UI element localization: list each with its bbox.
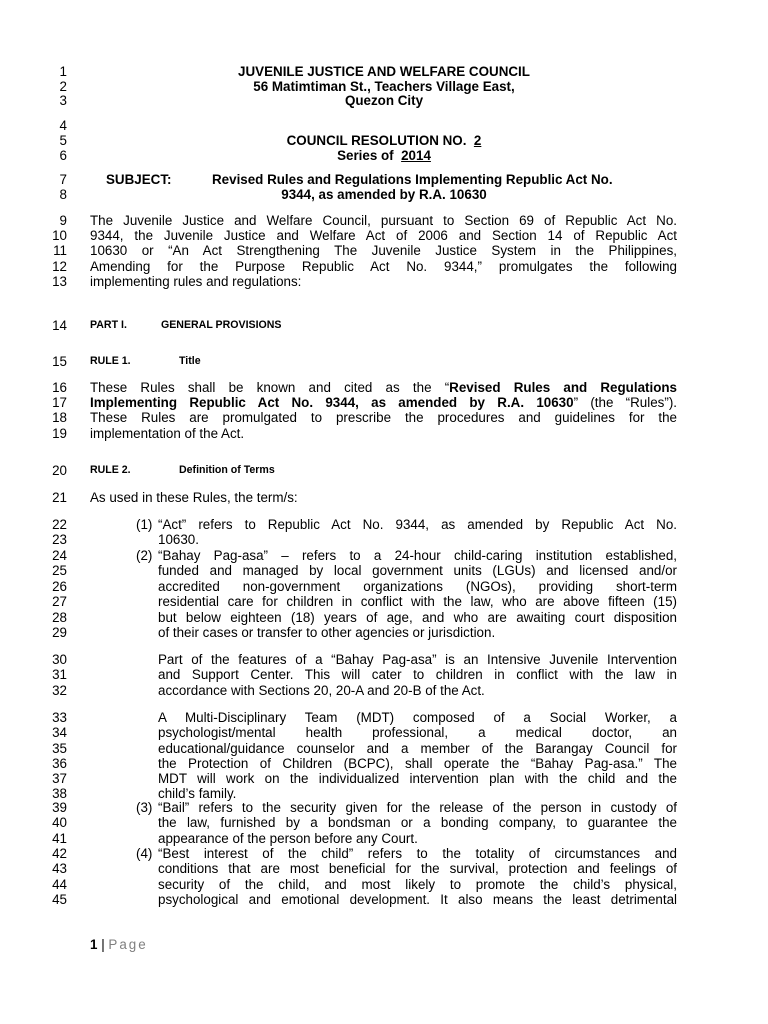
definition-text: and Support Center. This will cater to children in conflict with the law in <box>158 667 677 682</box>
rule-label: RULE 2. <box>90 464 131 476</box>
line-44 <box>0 877 768 892</box>
rule1-text <box>90 395 677 410</box>
line-18 <box>0 410 768 425</box>
line-33 <box>0 710 768 725</box>
line-7 <box>0 172 768 187</box>
line-24 <box>0 548 768 563</box>
line-number: 30 <box>52 652 67 667</box>
line-number: 2 <box>59 79 67 94</box>
line-number: 27 <box>52 594 67 609</box>
rule-title: Definition of Terms <box>179 464 275 476</box>
line-number: 32 <box>52 683 67 698</box>
line-10 <box>0 228 768 243</box>
line-number: 21 <box>52 490 67 505</box>
definition-text: educational/guidance counselor and a member of the Barangay Council for <box>158 741 677 756</box>
line-12 <box>0 259 768 274</box>
line-number: 3 <box>59 93 67 108</box>
preamble-text: 9344, the Juvenile Justice and Welfare Act of 2006 and Section 14 of Republic Act <box>90 228 677 243</box>
series-label: Series of <box>337 148 394 163</box>
definition-text: “Bail” refers to the security given for the release of the person in custody of <box>158 800 677 815</box>
line-number: 11 <box>53 243 67 258</box>
line-number: 25 <box>52 563 67 578</box>
line-28 <box>0 610 768 625</box>
line-number: 17 <box>52 395 67 410</box>
list-marker: (3) <box>136 800 153 815</box>
page-number: 1 <box>90 937 98 952</box>
definition-text: residential care for children in conflict with the law, who are above fifteen (15) <box>158 594 677 609</box>
line-number: 23 <box>52 532 67 547</box>
line-number: 26 <box>52 579 67 594</box>
line-38 <box>0 786 768 801</box>
rule1-text: implementation of the Act. <box>90 426 245 441</box>
preamble-text: The Juvenile Justice and Welfare Council, pursuant to Section 69 of Republic Act No. <box>90 213 677 228</box>
line-number: 42 <box>52 846 67 861</box>
preamble-text: Amending for the Purpose Republic Act No. 9344,” promulgates the following <box>90 259 677 274</box>
line-23 <box>0 532 768 547</box>
rules-title-bold: Implementing Republic Act No. 9344, as amended by R.A. 10630 <box>90 395 574 410</box>
line-30 <box>0 652 768 667</box>
footer-separator: | <box>101 937 105 952</box>
definition-text: psychologist/mental health professional, a medical doctor, an <box>158 725 677 740</box>
definition-text: MDT will work on the individualized intervention plan with the child and the <box>158 771 677 786</box>
rule1-text-plain: These Rules shall be known and cited as the “ <box>90 380 450 395</box>
line-number: 39 <box>52 800 67 815</box>
line-4 <box>0 118 768 133</box>
org-address: 56 Matimtiman St., Teachers Village East, <box>253 79 515 94</box>
page-word: Page <box>108 937 148 952</box>
line-number: 22 <box>52 517 67 532</box>
line-9 <box>0 213 768 228</box>
line-42 <box>0 846 768 861</box>
series <box>0 148 768 163</box>
definition-text: the Protection of Children (BCPC), shall operate the “Bahay Pag-asa.” The <box>158 756 677 771</box>
line-number: 13 <box>52 274 67 289</box>
line-number: 4 <box>59 118 67 133</box>
line-number: 24 <box>52 548 67 563</box>
line-number: 35 <box>52 741 67 756</box>
line-number: 41 <box>52 831 67 846</box>
line-number: 28 <box>52 610 67 625</box>
definition-text: of their cases or transfer to other agencies or jurisdiction. <box>158 625 496 640</box>
line-31 <box>0 667 768 682</box>
line-15 <box>0 354 768 369</box>
line-17 <box>0 395 768 410</box>
subject-line-2: 9344, as amended by R.A. 10630 <box>281 187 487 202</box>
line-number: 37 <box>52 771 67 786</box>
line-35 <box>0 741 768 756</box>
line-45 <box>0 892 768 907</box>
line-13 <box>0 274 768 289</box>
line-5 <box>0 133 768 148</box>
line-number: 44 <box>52 877 67 892</box>
definition-text: conditions that are most beneficial for the survival, protection and feelings of <box>158 861 677 876</box>
preamble-text: 10630 or “An Act Strengthening The Juvenile Justice System in the Philippines, <box>90 243 677 258</box>
definition-text: funded and managed by local government units (LGUs) and licensed and/or <box>158 563 677 578</box>
definition-text: “Act” refers to Republic Act No. 9344, as amended by Republic Act No. <box>158 517 677 532</box>
line-number: 31 <box>52 667 67 682</box>
line-19 <box>0 426 768 441</box>
line-39 <box>0 800 768 815</box>
line-21 <box>0 490 768 505</box>
preamble-text: implementing rules and regulations: <box>90 274 302 289</box>
part-title: GENERAL PROVISIONS <box>161 319 282 331</box>
line-8 <box>0 187 768 202</box>
definition-text: the law, furnished by a bondsman or a bonding company, to guarantee the <box>158 815 677 830</box>
line-25 <box>0 563 768 578</box>
list-marker: (1) <box>136 517 153 532</box>
line-2 <box>0 79 768 94</box>
line-number: 36 <box>52 756 67 771</box>
line-14 <box>0 318 768 333</box>
definition-text: 10630. <box>158 532 199 547</box>
line-32 <box>0 683 768 698</box>
definition-text: psychological and emotional development. It also means the least detrimental <box>158 892 677 907</box>
line-number: 7 <box>59 172 67 187</box>
line-number: 6 <box>59 148 67 163</box>
definition-text: A Multi-Disciplinary Team (MDT) composed of a Social Worker, a <box>158 710 677 725</box>
line-number: 15 <box>52 354 67 369</box>
line-3 <box>0 93 768 108</box>
line-number: 14 <box>52 318 67 333</box>
line-number: 12 <box>52 259 67 274</box>
definition-text: security of the child, and most likely to promote the child’s physical, <box>158 877 677 892</box>
definition-text: accordance with Sections 20, 20-A and 20-B of the Act. <box>158 683 485 698</box>
line-27 <box>0 594 768 609</box>
rule-label: RULE 1. <box>90 355 131 367</box>
line-29 <box>0 625 768 640</box>
line-number: 1 <box>59 64 67 79</box>
org-city: Quezon City <box>344 93 424 108</box>
line-41 <box>0 831 768 846</box>
line-40 <box>0 815 768 830</box>
line-16 <box>0 380 768 395</box>
line-1 <box>0 64 768 79</box>
line-11 <box>0 243 768 258</box>
resolution-title <box>0 133 768 148</box>
line-6 <box>0 148 768 163</box>
line-36 <box>0 756 768 771</box>
part-label: PART I. <box>90 319 127 331</box>
line-43 <box>0 861 768 876</box>
series-year: 2014 <box>401 148 431 163</box>
line-number: 33 <box>52 710 67 725</box>
line-20 <box>0 463 768 478</box>
definition-text: “Best interest of the child” refers to the totality of circumstances and <box>158 846 677 861</box>
definition-text: but below eighteen (18) years of age, and who are awaiting court disposition <box>158 610 677 625</box>
rules-title-bold: Revised Rules and Regulations <box>449 380 678 395</box>
line-number: 45 <box>52 892 67 907</box>
line-34 <box>0 725 768 740</box>
definition-text: Part of the features of a “Bahay Pag-asa” is an Intensive Juvenile Intervention <box>158 652 677 667</box>
subject-line-1: Revised Rules and Regulations Implementing Republic Act No. <box>212 172 613 187</box>
line-number: 5 <box>59 133 67 148</box>
rule1-text <box>90 380 677 395</box>
definition-text: child’s family. <box>158 786 237 801</box>
line-number: 38 <box>52 786 67 801</box>
line-number: 16 <box>52 380 67 395</box>
rule1-text: These Rules are promulgated to prescribe the procedures and guidelines for the <box>90 410 677 425</box>
rule-title: Title <box>179 355 201 367</box>
line-number: 40 <box>52 815 67 830</box>
line-number: 20 <box>52 463 67 478</box>
subject-label: SUBJECT: <box>106 172 172 187</box>
line-26 <box>0 579 768 594</box>
line-number: 18 <box>52 410 67 425</box>
line-37 <box>0 771 768 786</box>
resolution-number: 2 <box>473 133 482 148</box>
resolution-label: COUNCIL RESOLUTION NO. <box>286 133 467 148</box>
page-footer <box>90 937 148 952</box>
line-number: 19 <box>52 426 67 441</box>
line-number: 29 <box>52 625 67 640</box>
definition-text: “Bahay Pag-asa” – refers to a 24-hour child-caring institution established, <box>158 548 677 563</box>
list-marker: (4) <box>136 846 153 861</box>
rule2-intro: As used in these Rules, the term/s: <box>90 490 298 505</box>
definition-text: accredited non-government organizations (NGOs), providing short-term <box>158 579 677 594</box>
line-number: 43 <box>52 861 67 876</box>
definition-text: appearance of the person before any Court. <box>158 831 418 846</box>
line-number: 9 <box>59 213 67 228</box>
line-number: 8 <box>59 187 67 202</box>
list-marker: (2) <box>136 548 153 563</box>
line-number: 10 <box>52 228 67 243</box>
org-name: JUVENILE JUSTICE AND WELFARE COUNCIL <box>238 64 530 79</box>
line-number: 34 <box>52 725 67 740</box>
rule1-text-plain: ” (the “Rules”). <box>573 395 677 410</box>
line-22 <box>0 517 768 532</box>
